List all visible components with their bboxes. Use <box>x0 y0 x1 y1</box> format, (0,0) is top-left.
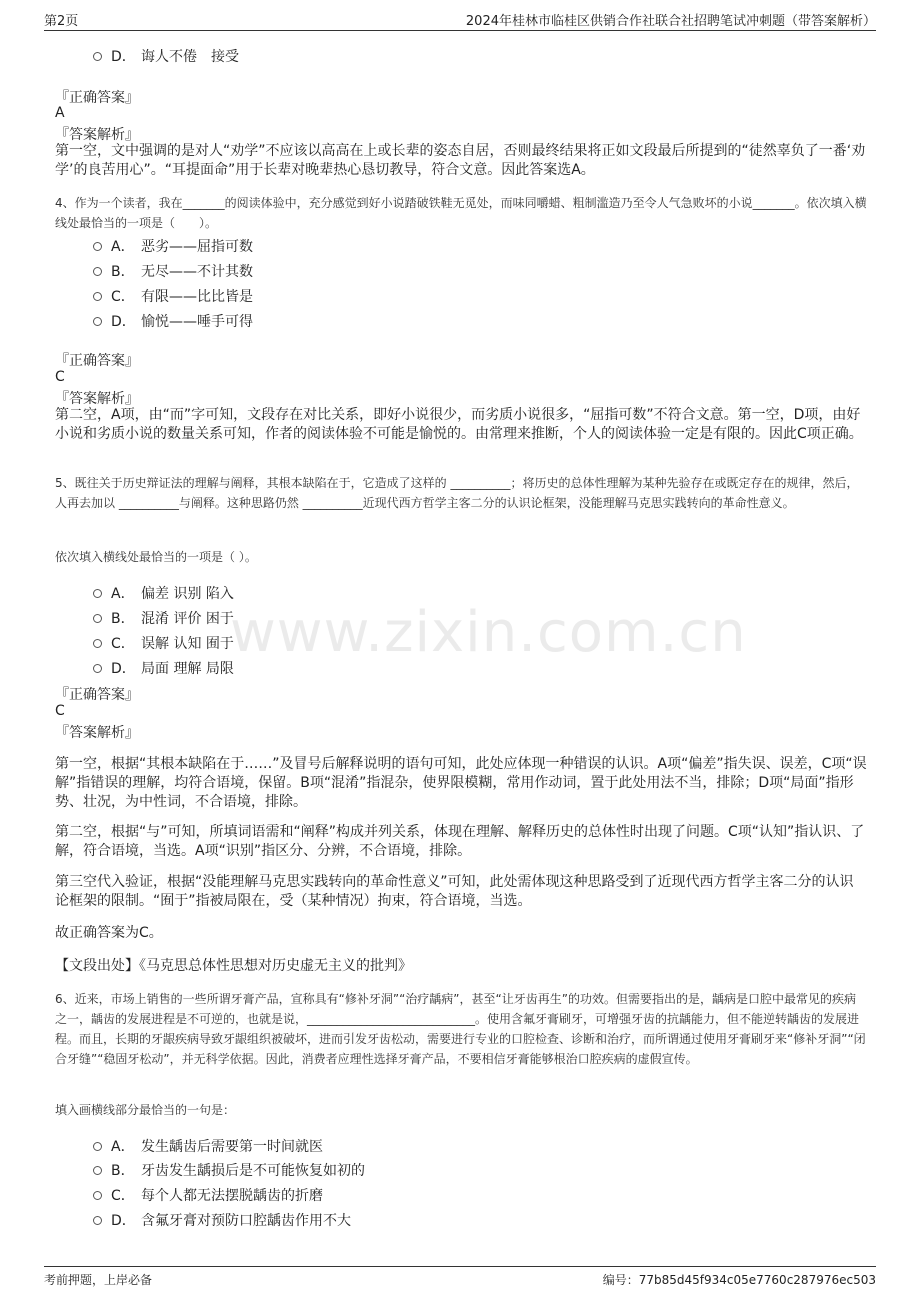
answer-label: 『正确答案』 <box>55 687 139 703</box>
analysis-paragraph: 第一空，根据“其根本缺陷在于……”及冒号后解释说明的语句可知，此处应体现一种错误的认识。A项“偏差”指失误、误差，C项“误解”指错误的理解，均符合语境，保留。B项“混淆”指混杂，使界限模糊，常用作动词，置于此处用法不当，排除；D项“局面”指形势、壮况，为中性词，不合语境，排除。 <box>55 756 867 810</box>
question-instruction: 填入画横线部分最恰当的一句是： <box>55 1103 236 1117</box>
option-b[interactable] <box>93 261 253 281</box>
option-key: A． <box>111 586 135 602</box>
analysis-paragraph: 第三空代入验证，根据“没能理解马克思实践转向的革命性意义”可知，此处需体现这种思路受到了近现代西方哲学主客二分的认识论框架的限制。“囿于”指被局限在，受（某种情况）拘束，符合语境，当选。 <box>55 874 854 909</box>
footer-slogan: 考前押题，上岸必备 <box>44 1273 153 1287</box>
radio-icon[interactable] <box>93 1191 102 1200</box>
option-key: B． <box>111 1163 135 1179</box>
option-text: 偏差 识别 陷入 <box>141 586 234 602</box>
document-title: 2024年桂林市临桂区供销合作社联合社招聘笔试冲刺题（带答案解析） <box>465 14 876 29</box>
analysis-text: 第一空，文中强调的是对人“劝学”不应该以高高在上或长辈的姿态自居，否则最终结果将正如文段最后所提到的“徒然辜负了一番‘劝学’的良苦用心”。“耳提面命”用于长辈对晚辈热心恳切教导，符合文意。因此答案选A。 <box>55 143 866 178</box>
answer-label: 『正确答案』 <box>55 353 139 369</box>
option-d[interactable] <box>93 46 239 66</box>
option-d[interactable] <box>93 1210 351 1230</box>
radio-icon[interactable] <box>93 1142 102 1151</box>
option-key: A． <box>111 1139 135 1155</box>
question-stem: 6、近来，市场上销售的一些所谓牙膏产品，宣称具有“修补牙洞”“治疗龋病”，甚至“让牙齿再生”的功效。但需要指出的是，龋病是口腔中最常见的疾病之一，龋齿的发展进程是不可逆的，也就是说，____________________________。使用含氟牙膏刷牙，可增强牙齿的抗龋能力，但不能逆转龋齿的发展进程。而且，长期的牙龈疾病导致牙龈组织被破坏，进而引发牙齿松动，需要进行专业的口腔检查、诊断和治疗，而所谓通过使用牙膏刷牙来“修补牙洞”“闭合牙缝”“稳固牙松动”，并无科学依据。因此，消费者应理性选择牙膏产品，不要相信牙膏能够根治口腔疾病的虚假宣传。 <box>55 992 866 1066</box>
option-a[interactable] <box>93 1136 323 1156</box>
option-key: C． <box>111 636 135 652</box>
page-number: 第2页 <box>44 14 79 29</box>
option-text: 诲人不倦 接受 <box>141 49 239 65</box>
option-key: A． <box>111 239 135 255</box>
analysis-conclusion: 故正确答案为C。 <box>55 925 163 941</box>
analysis-label: 『答案解析』 <box>55 391 139 407</box>
radio-icon[interactable] <box>93 317 102 326</box>
source-citation: 【文段出处】《马克思总体性思想对历史虚无主义的批判》 <box>55 958 412 974</box>
option-key: B． <box>111 611 135 627</box>
option-b[interactable] <box>93 1160 365 1180</box>
option-key: C． <box>111 289 135 305</box>
option-b[interactable] <box>93 608 234 628</box>
option-text: 误解 认知 囿于 <box>141 636 234 652</box>
option-text: 恶劣——屈指可数 <box>141 239 253 255</box>
option-text: 发生龋齿后需要第一时间就医 <box>141 1139 323 1155</box>
radio-icon[interactable] <box>93 1216 102 1225</box>
option-c[interactable] <box>93 633 234 653</box>
option-text: 混淆 评价 困于 <box>141 611 234 627</box>
radio-icon[interactable] <box>93 614 102 623</box>
option-text: 无尽——不计其数 <box>141 264 253 280</box>
analysis-label: 『答案解析』 <box>55 725 139 741</box>
document-id: 编号：77b85d45f934c05e7760c287976ec503 <box>602 1273 876 1287</box>
option-key: D． <box>111 661 136 677</box>
option-d[interactable] <box>93 658 234 678</box>
radio-icon[interactable] <box>93 589 102 598</box>
question-instruction: 依次填入横线处最恰当的一项是（ ）。 <box>55 550 257 564</box>
page-header <box>44 10 876 30</box>
analysis-text: 第二空，A项，由“而”字可知，文段存在对比关系，即好小说很少，而劣质小说很多，“屈指可数”不符合文意。第一空，D项，由好小说和劣质小说的数量关系可知，作者的阅读体验不可能是愉悦的。由常理来推断，个人的阅读体验一定是有限的。因此C项正确。 <box>55 407 863 442</box>
analysis-label: 『答案解析』 <box>55 127 139 143</box>
footer-divider <box>44 1266 876 1267</box>
option-text: 含氟牙膏对预防口腔龋齿作用不大 <box>141 1213 351 1229</box>
answer-value: C <box>55 369 65 385</box>
radio-icon[interactable] <box>93 1166 102 1175</box>
option-a[interactable] <box>93 583 234 603</box>
answer-value: C <box>55 703 65 719</box>
option-key: B． <box>111 264 135 280</box>
radio-icon[interactable] <box>93 639 102 648</box>
option-text: 牙齿发生龋损后是不可能恢复如初的 <box>141 1163 365 1179</box>
option-a[interactable] <box>93 236 253 256</box>
radio-icon[interactable] <box>93 292 102 301</box>
question-stem: 5、既往关于历史辩证法的理解与阐释，其根本缺陷在于，它造成了这样的 __________；将历史的总体性理解为某种先验存在或既定存在的规律，然后，人再去加以 __________与阐释。这种思路仍然 __________近现代西方哲学主客二分的认识论框架，没能理解马克思实践转向的革命性意义。 <box>55 476 859 510</box>
option-key: D． <box>111 49 136 65</box>
radio-icon[interactable] <box>93 242 102 251</box>
option-text: 愉悦——唾手可得 <box>141 314 253 330</box>
header-divider <box>44 30 876 31</box>
option-c[interactable] <box>93 1185 323 1205</box>
radio-icon[interactable] <box>93 52 102 61</box>
option-text: 局面 理解 局限 <box>141 661 234 677</box>
option-key: D． <box>111 314 136 330</box>
watermark: www.zixin.com.cn <box>230 600 747 665</box>
analysis-paragraph: 第二空，根据“与”可知，所填词语需和“阐释”构成并列关系，体现在理解、解释历史的总体性时出现了问题。C项“认知”指认识、了解，符合语境，当选。A项“识别”指区分、分辨，不合语境，排除。 <box>55 824 865 859</box>
answer-value: A <box>55 105 65 121</box>
radio-icon[interactable] <box>93 267 102 276</box>
option-key: C． <box>111 1188 135 1204</box>
question-stem: 4、作为一个读者，我在_______的阅读体验中，充分感觉到好小说踏破铁鞋无觅处，而味同嚼蜡、粗制滥造乃至令人气急败坏的小说_______。依次填入横线处最恰当的一项是（ ）。 <box>55 196 867 230</box>
option-text: 有限——比比皆是 <box>141 289 253 305</box>
radio-icon[interactable] <box>93 664 102 673</box>
option-d[interactable] <box>93 311 253 331</box>
option-key: D． <box>111 1213 136 1229</box>
option-c[interactable] <box>93 286 253 306</box>
option-text: 每个人都无法摆脱龋齿的折磨 <box>141 1188 323 1204</box>
answer-label: 『正确答案』 <box>55 90 139 106</box>
